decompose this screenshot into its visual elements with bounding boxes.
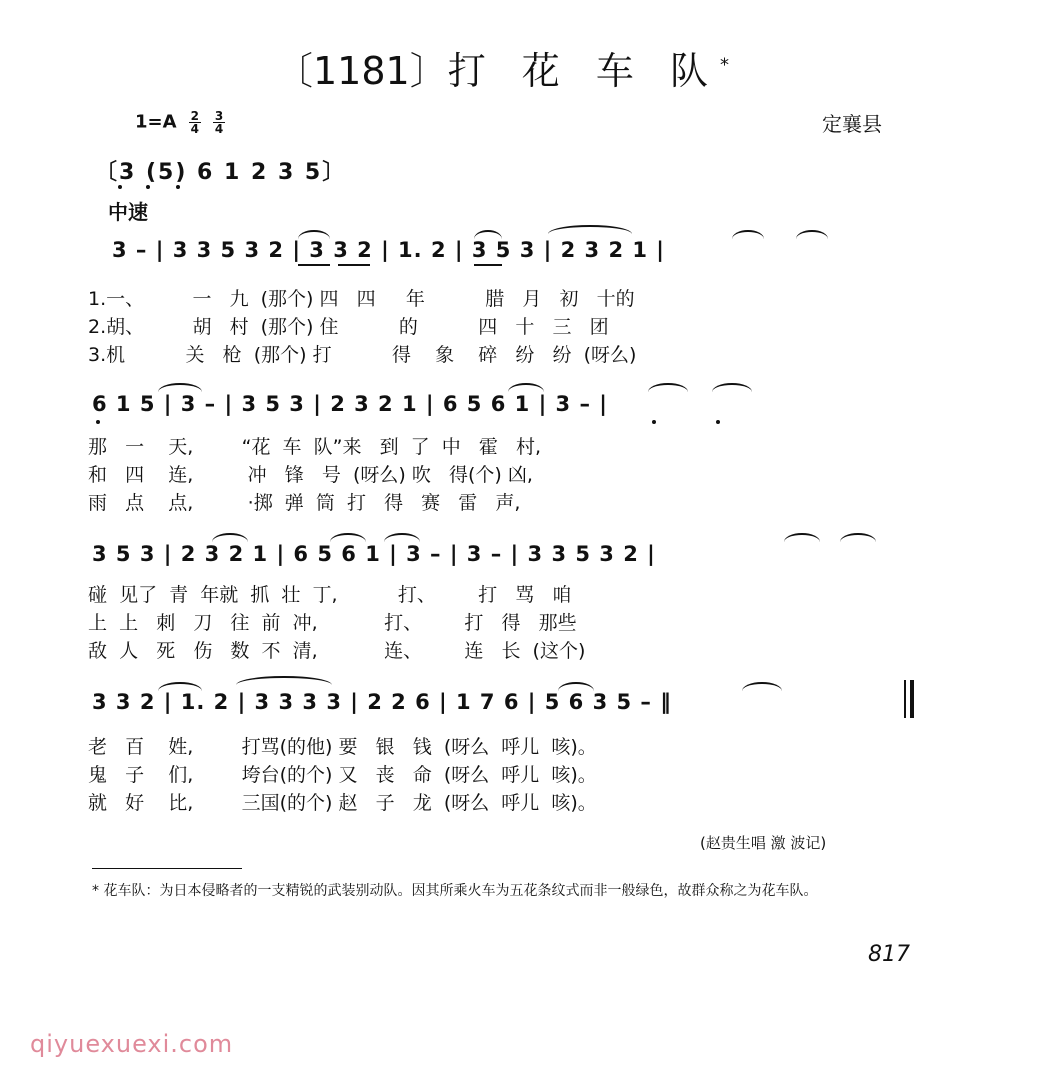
slur (330, 533, 366, 542)
slur (384, 533, 420, 542)
low-octave-dot (146, 185, 150, 189)
final-barline (910, 680, 914, 718)
time-sig-2: $\frac{3}{4}$ (214, 109, 224, 136)
footnote: * 花车队：为日本侵略者的一支精锐的武装别动队。因其所乘火车为五花条纹式而非一般绿色，故群众称之为花车队。 (92, 883, 818, 899)
slur (474, 230, 502, 239)
lyric-verse-2: 和 四 连, 冲 锋 号 (呀么) 吹 得(个) 凶, (88, 464, 533, 486)
time-sig-1: $\frac{2}{4}$ (190, 109, 199, 136)
key-label: 1=A (135, 111, 177, 133)
slur (784, 533, 820, 542)
notation-line-3: 3 5 3 | 2 3 2 1 | 6 5 6 1 | 3 – | 3 – | 3 3 5 3 2 | (92, 542, 656, 566)
lyric-verse-3: 敌 人 死 伤 数 不 清, 连、 连 长 (这个) (88, 640, 586, 662)
slur (298, 230, 330, 239)
low-octave-dot (96, 420, 100, 424)
beam (298, 264, 330, 266)
footnote-mark: * (719, 54, 729, 76)
lyric-verse-2: 上 上 刺 刀 往 前 冲, 打、 打 得 那些 (88, 612, 577, 634)
notation-line-1: 3 – | 3 3 5 3 2 | 3 3 2 | 1. 2 | 3 5 3 | 2 3 2 1 | (112, 238, 665, 262)
region-label: 定襄县 (822, 112, 882, 136)
low-octave-dot (652, 420, 656, 424)
lyric-verse-1: 碰 见了 青 年就 抓 壮 丁, 打、 打 骂 咱 (88, 584, 572, 606)
slur (712, 383, 752, 392)
page-number: 817 (868, 942, 910, 967)
lyric-verse-3: 就 好 比, 三国(的个) 赵 子 龙 (呀么 呼儿 咳)。 (88, 792, 597, 814)
beam (338, 264, 370, 266)
notation-line-2: 6 1 5 | 3 – | 3 5 3 | 2 3 2 1 | 6 5 6 1 | 3 – | (92, 392, 608, 416)
low-octave-dot (118, 185, 122, 189)
key-signature (135, 110, 225, 135)
lyric-verse-1: 1.一、 一 九 (那个) 四 四 年 腊 月 初 十的 (88, 288, 635, 310)
low-octave-dot (176, 185, 180, 189)
slur (648, 383, 688, 392)
intro-phrase: 〔3 (5) 6 1 2 3 5〕 (95, 160, 347, 185)
slur (158, 682, 202, 691)
lyric-verse-3: 3.机 关 枪 (那个) 打 得 象 碎 纷 纷 (呀么) (88, 344, 637, 366)
lyric-verse-1: 老 百 姓, 打骂(的他) 要 银 钱 (呀么 呼儿 咳)。 (88, 736, 597, 758)
lyric-verse-2: 鬼 子 们, 垮台(的个) 又 丧 命 (呀么 呼儿 咳)。 (88, 764, 597, 786)
final-barline (904, 680, 906, 718)
slur (732, 230, 764, 239)
lyric-verse-1: 那 一 天, “花 车 队”来 到 了 中 霍 村, (88, 436, 542, 458)
song-number: 〔1181〕 (275, 49, 448, 93)
slur (558, 682, 594, 691)
notation-line-4: 3 3 2 | 1. 2 | 3 3 3 3 | 2 2 6 | 1 7 6 | 5 6 3 5 – ‖ (92, 690, 672, 714)
slur (840, 533, 876, 542)
tempo-marking: 中速 (108, 200, 148, 224)
slur (742, 682, 782, 691)
footnote-divider (92, 868, 242, 869)
slur (796, 230, 828, 239)
song-title (275, 40, 729, 95)
lyric-verse-3: 雨 点 点, ·掷 弹 筒 打 得 赛 雷 声, (88, 492, 521, 514)
slur (508, 383, 544, 392)
performer-credit: (赵贵生唱 激 波记) (700, 834, 827, 852)
lyric-verse-2: 2.胡、 胡 村 (那个) 住 的 四 十 三 团 (88, 316, 609, 338)
low-octave-dot (716, 420, 720, 424)
beam (474, 264, 502, 266)
slur (212, 533, 248, 542)
slur (158, 383, 202, 392)
song-title-text: 打 花 车 队 (447, 49, 720, 93)
slur (236, 676, 332, 685)
slur (548, 225, 632, 234)
site-watermark: qiyuexuexi.com (30, 1030, 234, 1058)
